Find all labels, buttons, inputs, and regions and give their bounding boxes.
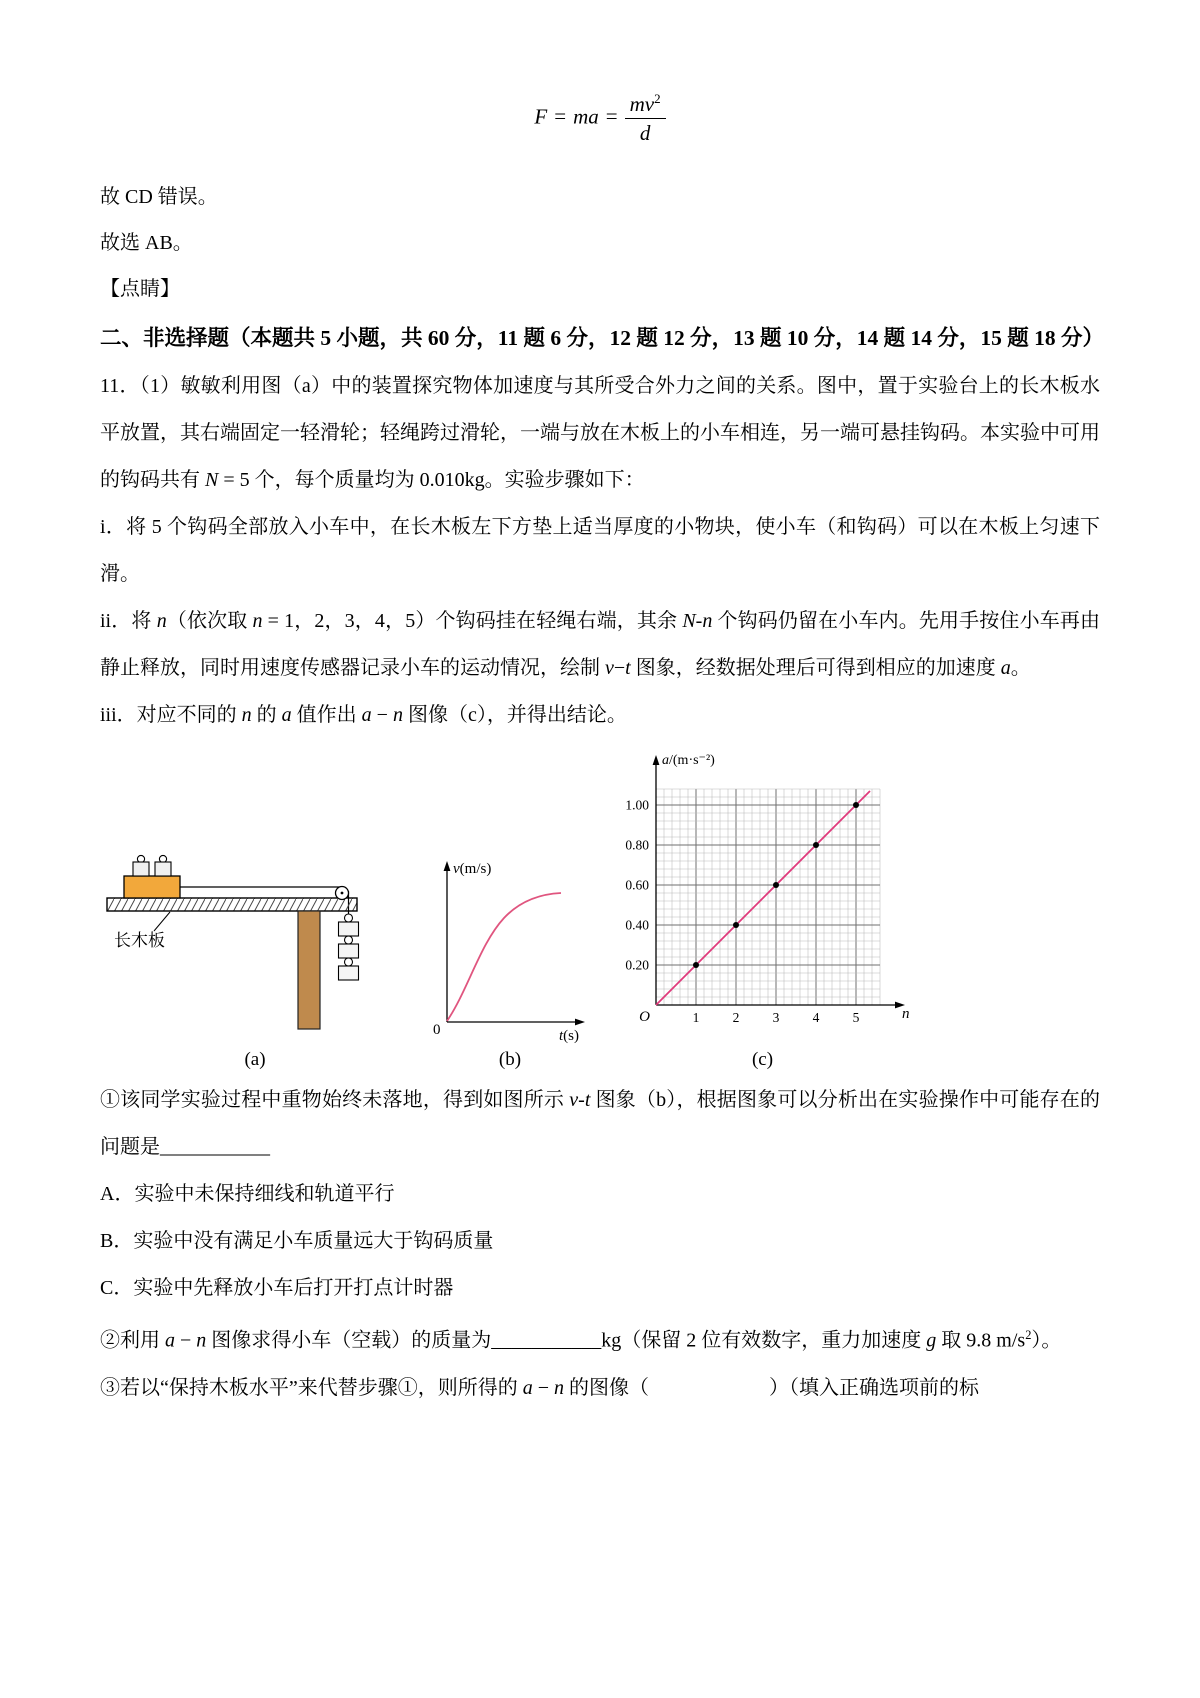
svg-text:3: 3: [772, 1010, 780, 1025]
equals-sign: =: [554, 104, 567, 129]
section-heading: 二、非选择题（本题共 5 小题，共 60 分，11 题 6 分，12 题 12 分，13 题 10 分，14 题 14 分，15 题 18 分）: [100, 326, 1104, 350]
x-axis-label: n: [902, 1006, 910, 1022]
x-axis-label: t(s): [559, 1028, 579, 1044]
fraction-numerator: $mv^2$: [625, 92, 666, 119]
weight-body: [155, 862, 171, 876]
figure-b-caption: (b): [498, 1049, 522, 1070]
formula: [100, 92, 1100, 154]
svg-text:0.40: 0.40: [625, 917, 649, 933]
tick-labels: [625, 798, 859, 1026]
fraction-denominator: d: [639, 121, 651, 146]
formula-ma: ma: [573, 104, 599, 129]
an-graph: [610, 747, 915, 1047]
y-axis-label: v(m/s): [453, 861, 492, 877]
q11-sub-question-2: ②利用 a − n 图像求得小车（空载）的质量为___________kg（保留 2 位有效数字，重力加速度 g 取 9.8 $m/s^2$）。: [100, 1328, 1062, 1352]
pulley: [336, 887, 349, 900]
figures-row: [100, 747, 1100, 1073]
equals-sign-2: =: [605, 104, 618, 129]
svg-text:0.80: 0.80: [625, 837, 649, 853]
page-content: [100, 86, 1104, 1412]
figure-b: [420, 852, 600, 1073]
note-answer-ab: 故选 AB。: [100, 232, 193, 254]
board: [107, 898, 357, 911]
y-axis-arrow-icon: [444, 861, 451, 871]
svg-text:1.00: 1.00: [625, 797, 649, 813]
svg-text:4: 4: [812, 1010, 820, 1025]
svg-text:0.60: 0.60: [625, 877, 649, 893]
board-label-pointer: [154, 912, 170, 931]
q11-sub-question-1: ①该同学实验过程中重物始终未落地，得到如图所示 v-t 图象（b），根据图象可以分析出在实验操作中可能存在的问题是___________: [100, 1089, 1101, 1158]
y-axis-label: a/(m·s⁻²): [662, 753, 715, 768]
board-label: 长木板: [114, 931, 165, 950]
svg-text:2: 2: [732, 1010, 740, 1025]
vt-graph: [420, 852, 600, 1047]
note-cd-wrong: 故 CD 错误。: [100, 186, 218, 208]
svg-text:1: 1: [692, 1010, 700, 1025]
q11-option-b: B．实验中没有满足小车质量远大于钩码质量: [100, 1230, 494, 1252]
origin-label: O: [639, 1009, 650, 1025]
q11-sub-question-3: ③若以“保持木板水平”来代替步骤①，则所得的 a − n 的图像（ ）（填入正确选项前的标: [100, 1376, 980, 1399]
q11-step-i: i．将 5 个钩码全部放入小车中，在长木板左下方垫上适当厚度的小物块，使小车（和钩码）可以在木板上匀速下滑。: [100, 516, 1100, 585]
figure-c: [610, 747, 915, 1073]
origin-label: 0: [433, 1022, 441, 1038]
vt-curve: [447, 893, 561, 1021]
figure-a: [100, 847, 410, 1073]
fraction: [625, 92, 666, 145]
q11-option-c: C．实验中先释放小车后打开打点计时器: [100, 1277, 454, 1299]
table-leg: [298, 911, 320, 1029]
formula-lhs: F: [534, 104, 548, 129]
svg-text:0.20: 0.20: [625, 957, 649, 973]
y-axis-arrow-icon: [653, 755, 660, 765]
svg-text:5: 5: [852, 1010, 860, 1025]
apparatus-diagram: [100, 847, 410, 1047]
weights-on-cart: [133, 855, 171, 876]
q11-option-a: A．实验中未保持细线和轨道平行: [100, 1183, 395, 1205]
hanging-weights: [339, 914, 359, 980]
key-point-label: 【点睛】: [100, 278, 180, 300]
q11-intro: 11．（1）敏敏利用图（a）中的装置探究物体加速度与其所受合外力之间的关系。图中，置于实验台上的长木板水平放置，其右端固定一轻滑轮；轻绳跨过滑轮，一端与放在木板上的小车相连，另一端可悬挂钩码。本实验中可用的钩码共有 N = 5 个，每个质量均为 0.010kg。实验步骤如下：: [100, 375, 1100, 491]
figure-c-caption: (c): [751, 1049, 774, 1070]
q11-step-ii: ii．将 n（依次取 n = 1，2，3，4，5）个钩码挂在轻绳右端，其余 N-n 个钩码仍留在小车内。先用手按住小车再由静止释放，同时用速度传感器记录小车的运动情况，绘制 v−t 图象，经数据处理后可得到相应的加速度 a。: [100, 610, 1100, 679]
q11-step-iii: iii．对应不同的 n 的 a 值作出 a − n 图像（c），并得出结论。: [100, 704, 627, 726]
x-axis-arrow-icon: [575, 1019, 585, 1026]
figure-a-caption: (a): [244, 1049, 266, 1070]
cart: [124, 876, 180, 898]
weight-body: [133, 862, 149, 876]
